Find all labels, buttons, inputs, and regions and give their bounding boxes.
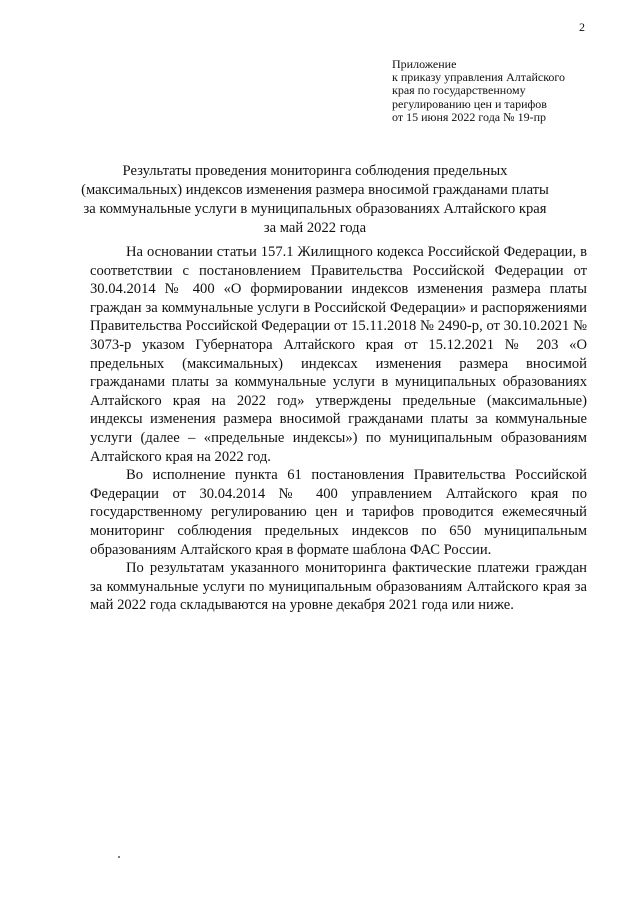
title-line: за май 2022 года (263, 220, 367, 236)
body-paragraph: На основании статьи 157.1 Жилищного кодекса Российской Федерации, в соответствии с постановлением Правительства Российской Федерации от 30.04.2014 № 400 «О формировании индексов изменения размера платы граждан за коммунальные услуги в Российской Федерации» и распоряжениями Правительства Российской Федерации от 15.11.2018 № 2490-р, от 30.10.2021 № 3073-р указом Губернатора Алтайского края от 15.12.2021 № 203 «О предельных (максимальных) индексах изменения размера вносимой гражданами платы за коммунальные услуги в муниципальных образованиях Алтайского края на 2022 год» утверждены предельные (максимальные) индексы изменения размера вносимой гражданами платы за коммунальные услуги (далее – «предельные индексы») по муниципальным образованиям Алтайского края на 2022 год. (90, 244, 587, 465)
appendix-line: регулированию цен и тарифов (392, 96, 547, 111)
appendix-line: к приказу управления Алтайского (392, 70, 566, 85)
appendix-line: края по государственному (392, 83, 526, 98)
body-paragraph: Во исполнение пункта 61 постановления Правительства Российской Федерации от 30.04.2014 № 400 управлением Алтайского края по государственному регулированию цен и тарифов проводится ежемесячный мониторинг соблюдения предельных индексов по 650 муниципальным образованиям Алтайского края в формате шаблона ФАС России. (90, 467, 587, 558)
title-line: Результаты проведения мониторинга соблюдения предельных (122, 163, 508, 179)
appendix-block (392, 58, 612, 124)
document-body (90, 243, 587, 615)
body-paragraph: По результатам указанного мониторинга фактические платежи граждан за коммунальные услуги по муниципальным образованиям Алтайского края за май 2022 года складываются на уровне декабря 2021 года или ниже. (90, 560, 587, 614)
scan-dot (118, 856, 120, 858)
appendix-line: Приложение (392, 57, 457, 71)
title-line: (максимальных) индексов изменения размера вносимой гражданами платы (81, 182, 549, 198)
document-title (80, 162, 550, 238)
title-line: за коммунальные услуги в муниципальных образованиях Алтайского края (83, 201, 547, 217)
page-number: 2 (579, 20, 585, 34)
appendix-line: от 15 июня 2022 года № 19-пр (392, 109, 546, 124)
